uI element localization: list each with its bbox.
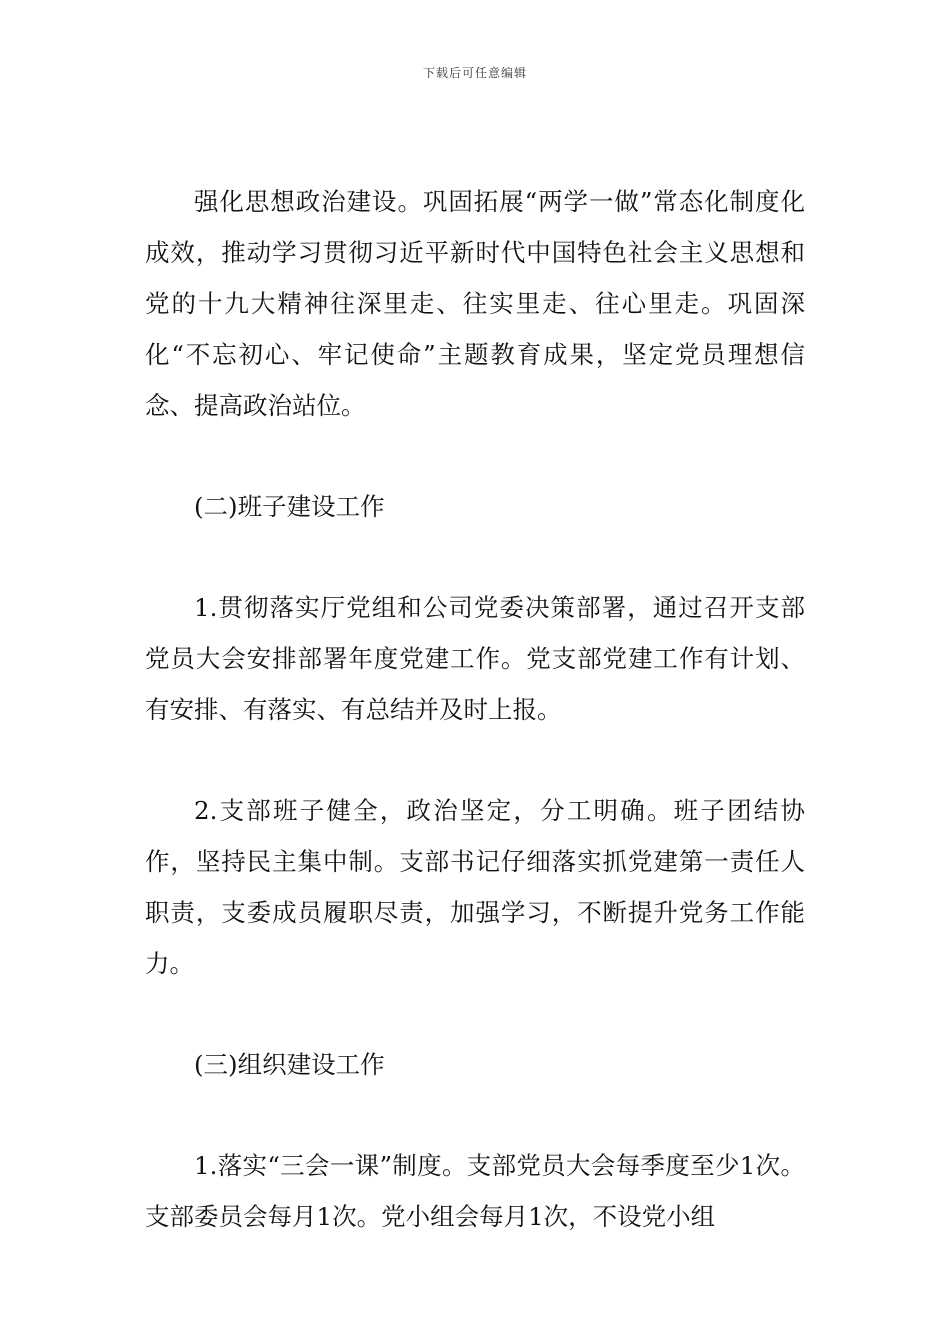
paragraph-team-item-1: 1.贯彻落实厅党组和公司党委决策部署，通过召开支部党员大会安排部署年度党建工作。党支部党建工作有计划、有安排、有落实、有总结并及时上报。 — [145, 593, 805, 724]
document-body — [145, 176, 805, 1242]
section-heading-organization-building: (三)组织建设工作 — [194, 1050, 385, 1079]
paragraph-gap — [145, 1090, 805, 1140]
section-heading-team-building: (二)班子建设工作 — [194, 492, 385, 521]
paragraph-gap — [145, 532, 805, 582]
paragraph-organization-item-1: 1.落实“三会一课”制度。支部党员大会每季度至少1次。支部委员会每月1次。党小组会每月1次，不设党小组 — [145, 1151, 805, 1231]
page-header-note: 下载后可任意编辑 — [422, 66, 527, 80]
paragraph-gap — [145, 735, 805, 785]
paragraph-ideological-building: 强化思想政治建设。巩固拓展“两学一做”常态化制度化成效，推动学习贯彻习近平新时代中国特色社会主义思想和党的十九大精神往深里走、往实里走、往心里走。巩固深化“不忘初心、牢记使命”主题教育成果，坚定党员理想信念、提高政治站位。 — [145, 187, 805, 420]
paragraph-team-item-2: 2.支部班子健全，政治坚定，分工明确。班子团结协作，坚持民主集中制。支部书记仔细落实抓党建第一责任人职责，支委成员履职尽责，加强学习，不断提升党务工作能力。 — [145, 796, 805, 978]
paragraph-gap — [145, 431, 805, 481]
paragraph-gap — [145, 989, 805, 1039]
